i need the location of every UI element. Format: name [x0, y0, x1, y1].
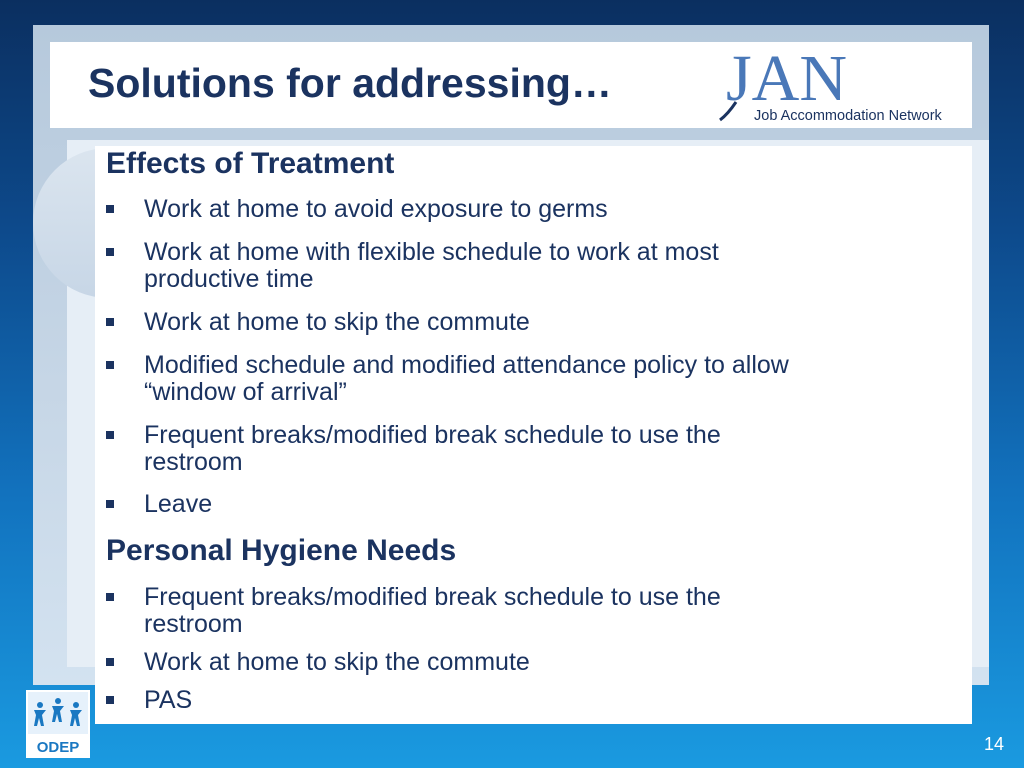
list-item: Frequent breaks/modified break schedule to use the restroom — [106, 584, 726, 638]
jan-logo-letters: JAN — [726, 46, 848, 115]
list-item: Frequent breaks/modified break schedule to use the restroom — [106, 422, 766, 476]
bullet-square-icon — [106, 696, 114, 704]
list-item: PAS — [106, 687, 806, 714]
bullet-square-icon — [106, 500, 114, 508]
bullet-square-icon — [106, 361, 114, 369]
list-item: Modified schedule and modified attendance policy to allow “window of arrival” — [106, 352, 796, 406]
list-item: Leave — [106, 491, 806, 518]
jan-logo — [718, 46, 964, 126]
list-item: Work at home to skip the commute — [106, 309, 806, 336]
bullet-square-icon — [106, 248, 114, 256]
section-heading-effects: Effects of Treatment — [106, 147, 395, 180]
list-item: Work at home to skip the commute — [106, 649, 806, 676]
page-number: 14 — [983, 734, 1004, 754]
list-item: Work at home with flexible schedule to work at most productive time — [106, 239, 746, 293]
odep-logo — [26, 690, 90, 758]
list-item: Work at home to avoid exposure to germs — [106, 196, 806, 223]
bullet-square-icon — [106, 318, 114, 326]
bullet-square-icon — [106, 593, 114, 601]
jan-logo-tagline: Job Accommodation Network — [754, 108, 942, 124]
bullet-square-icon — [106, 658, 114, 666]
slide-title: Solutions for addressing… — [88, 60, 612, 106]
odep-logo-text: ODEP — [36, 739, 80, 756]
bullet-square-icon — [106, 431, 114, 439]
bullet-square-icon — [106, 205, 114, 213]
section-heading-hygiene: Personal Hygiene Needs — [106, 534, 457, 567]
